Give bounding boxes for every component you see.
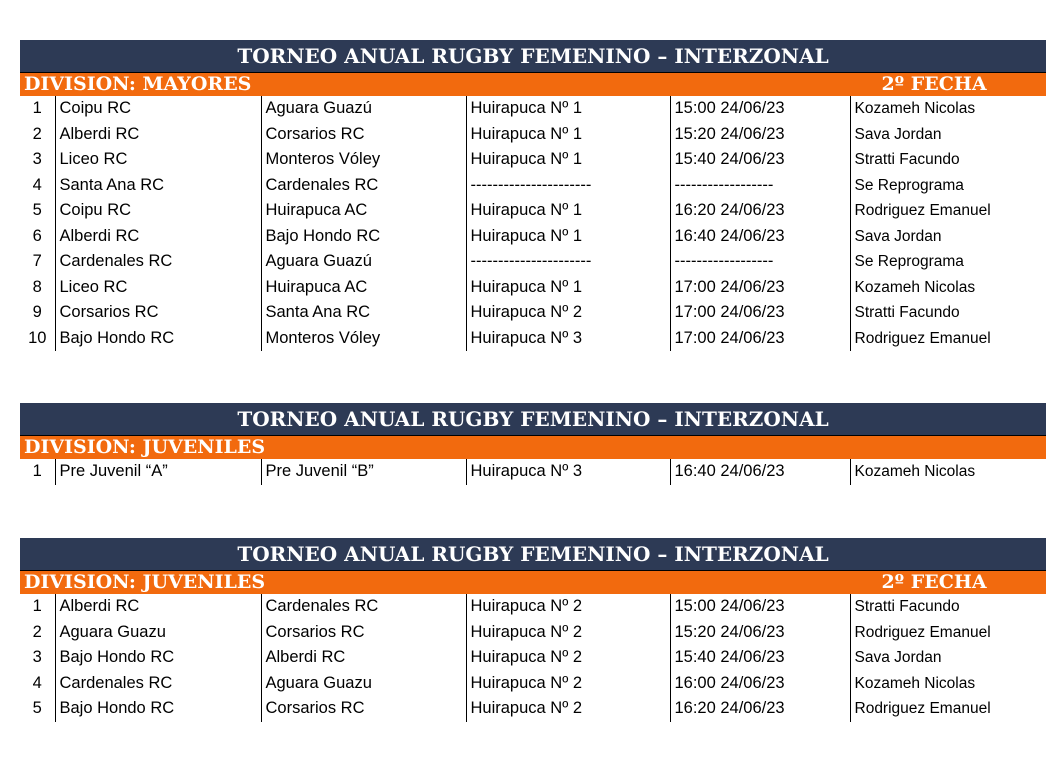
venue: Huirapuca Nº 1	[466, 224, 670, 250]
kickoff-time: 17:00 24/06/23	[670, 326, 850, 352]
match-number: 10	[28, 328, 47, 347]
kickoff-time: 15:00 24/06/23	[670, 96, 850, 122]
home-team: Liceo RC	[55, 275, 261, 301]
match-number: 8	[32, 277, 42, 296]
division-bar	[20, 571, 1046, 594]
table-row	[20, 96, 1046, 122]
schedule-table-juveniles-fecha2	[20, 538, 1046, 722]
home-team: Corsarios RC	[55, 300, 261, 326]
venue: Huirapuca Nº 2	[466, 696, 670, 722]
home-team: Alberdi RC	[55, 122, 261, 148]
match-number: 4	[32, 673, 42, 692]
match-number: 2	[32, 124, 42, 143]
venue: Huirapuca Nº 2	[466, 620, 670, 646]
match-list	[20, 96, 1046, 351]
away-team: Monteros Vóley	[261, 326, 466, 352]
kickoff-time: 17:00 24/06/23	[670, 300, 850, 326]
match-list	[20, 459, 1046, 485]
match-number: 6	[32, 226, 42, 245]
division-label: DIVISION: MAYORES	[24, 73, 252, 95]
match-number: 1	[32, 462, 42, 481]
table-row	[20, 326, 1046, 352]
table-row	[20, 122, 1046, 148]
schedule-table-juveniles	[20, 403, 1046, 485]
venue: Huirapuca Nº 2	[466, 300, 670, 326]
referee: Se Reprograma	[850, 173, 1046, 199]
referee: Se Reprograma	[850, 249, 1046, 275]
home-team: Coipu RC	[55, 96, 261, 122]
away-team: Cardenales RC	[261, 594, 466, 620]
away-team: Santa Ana RC	[261, 300, 466, 326]
venue: Huirapuca Nº 1	[466, 147, 670, 173]
table-row	[20, 300, 1046, 326]
kickoff-time: 16:20 24/06/23	[670, 198, 850, 224]
schedule-table-mayores	[20, 40, 1046, 351]
venue: Huirapuca Nº 3	[466, 326, 670, 352]
kickoff-time: 15:00 24/06/23	[670, 594, 850, 620]
kickoff-time: 16:00 24/06/23	[670, 671, 850, 697]
division-bar	[20, 436, 1046, 459]
referee: Kozameh Nicolas	[850, 671, 1046, 697]
kickoff-time: 16:40 24/06/23	[670, 224, 850, 250]
table-title: TORNEO ANUAL RUGBY FEMENINO – INTERZONAL	[20, 40, 1046, 73]
match-number: 2	[32, 622, 42, 641]
match-number: 9	[32, 303, 42, 322]
table-row	[20, 198, 1046, 224]
referee: Sava Jordan	[850, 645, 1046, 671]
kickoff-time: 15:20 24/06/23	[670, 620, 850, 646]
table-row	[20, 459, 1046, 485]
fecha-label: 2º FECHA	[881, 73, 987, 95]
kickoff-time: 16:40 24/06/23	[670, 459, 850, 485]
match-number: 1	[32, 597, 42, 616]
table-row	[20, 594, 1046, 620]
kickoff-time: 15:40 24/06/23	[670, 645, 850, 671]
division-bar	[20, 73, 1046, 96]
fecha-label: 2º FECHA	[881, 571, 987, 593]
venue: Huirapuca Nº 1	[466, 122, 670, 148]
table-title: TORNEO ANUAL RUGBY FEMENINO – INTERZONAL	[20, 403, 1046, 436]
kickoff-time: 17:00 24/06/23	[670, 275, 850, 301]
match-number: 3	[32, 150, 42, 169]
table-row	[20, 671, 1046, 697]
referee: Stratti Facundo	[850, 147, 1046, 173]
referee: Sava Jordan	[850, 224, 1046, 250]
venue: Huirapuca Nº 2	[466, 645, 670, 671]
away-team: Monteros Vóley	[261, 147, 466, 173]
away-team: Huirapuca AC	[261, 275, 466, 301]
home-team: Alberdi RC	[55, 594, 261, 620]
table-row	[20, 147, 1046, 173]
home-team: Bajo Hondo RC	[55, 696, 261, 722]
table-row	[20, 249, 1046, 275]
kickoff-time: 15:40 24/06/23	[670, 147, 850, 173]
match-number: 3	[32, 648, 42, 667]
venue: Huirapuca Nº 3	[466, 459, 670, 485]
away-team: Huirapuca AC	[261, 198, 466, 224]
kickoff-time: 15:20 24/06/23	[670, 122, 850, 148]
venue: Huirapuca Nº 1	[466, 275, 670, 301]
match-number: 5	[32, 201, 42, 220]
table-row	[20, 275, 1046, 301]
venue: Huirapuca Nº 1	[466, 96, 670, 122]
kickoff-time: ------------------	[670, 249, 850, 275]
referee: Rodriguez Emanuel	[850, 696, 1046, 722]
table-row	[20, 645, 1046, 671]
home-team: Liceo RC	[55, 147, 261, 173]
match-number: 4	[32, 175, 42, 194]
away-team: Bajo Hondo RC	[261, 224, 466, 250]
venue: ----------------------	[466, 173, 670, 199]
venue: ----------------------	[466, 249, 670, 275]
home-team: Pre Juvenil “A”	[55, 459, 261, 485]
referee: Kozameh Nicolas	[850, 459, 1046, 485]
away-team: Corsarios RC	[261, 122, 466, 148]
division-label: DIVISION: JUVENILES	[24, 436, 266, 458]
table-row	[20, 620, 1046, 646]
away-team: Corsarios RC	[261, 696, 466, 722]
venue: Huirapuca Nº 2	[466, 671, 670, 697]
kickoff-time: ------------------	[670, 173, 850, 199]
table-row	[20, 224, 1046, 250]
home-team: Alberdi RC	[55, 224, 261, 250]
home-team: Aguara Guazu	[55, 620, 261, 646]
away-team: Alberdi RC	[261, 645, 466, 671]
away-team: Aguara Guazu	[261, 671, 466, 697]
home-team: Bajo Hondo RC	[55, 326, 261, 352]
match-number: 7	[32, 252, 42, 271]
table-title: TORNEO ANUAL RUGBY FEMENINO – INTERZONAL	[20, 538, 1046, 571]
referee: Rodriguez Emanuel	[850, 326, 1046, 352]
table-row	[20, 696, 1046, 722]
referee: Sava Jordan	[850, 122, 1046, 148]
home-team: Cardenales RC	[55, 249, 261, 275]
away-team: Corsarios RC	[261, 620, 466, 646]
referee: Rodriguez Emanuel	[850, 198, 1046, 224]
away-team: Aguara Guazú	[261, 249, 466, 275]
match-number: 5	[32, 699, 42, 718]
referee: Kozameh Nicolas	[850, 96, 1046, 122]
home-team: Bajo Hondo RC	[55, 645, 261, 671]
referee: Stratti Facundo	[850, 300, 1046, 326]
referee: Rodriguez Emanuel	[850, 620, 1046, 646]
venue: Huirapuca Nº 1	[466, 198, 670, 224]
kickoff-time: 16:20 24/06/23	[670, 696, 850, 722]
away-team: Cardenales RC	[261, 173, 466, 199]
table-row	[20, 173, 1046, 199]
away-team: Pre Juvenil “B”	[261, 459, 466, 485]
referee: Kozameh Nicolas	[850, 275, 1046, 301]
match-list	[20, 594, 1046, 722]
match-number: 1	[32, 99, 42, 118]
home-team: Santa Ana RC	[55, 173, 261, 199]
venue: Huirapuca Nº 2	[466, 594, 670, 620]
division-label: DIVISION: JUVENILES	[24, 571, 266, 593]
away-team: Aguara Guazú	[261, 96, 466, 122]
home-team: Cardenales RC	[55, 671, 261, 697]
home-team: Coipu RC	[55, 198, 261, 224]
referee: Stratti Facundo	[850, 594, 1046, 620]
